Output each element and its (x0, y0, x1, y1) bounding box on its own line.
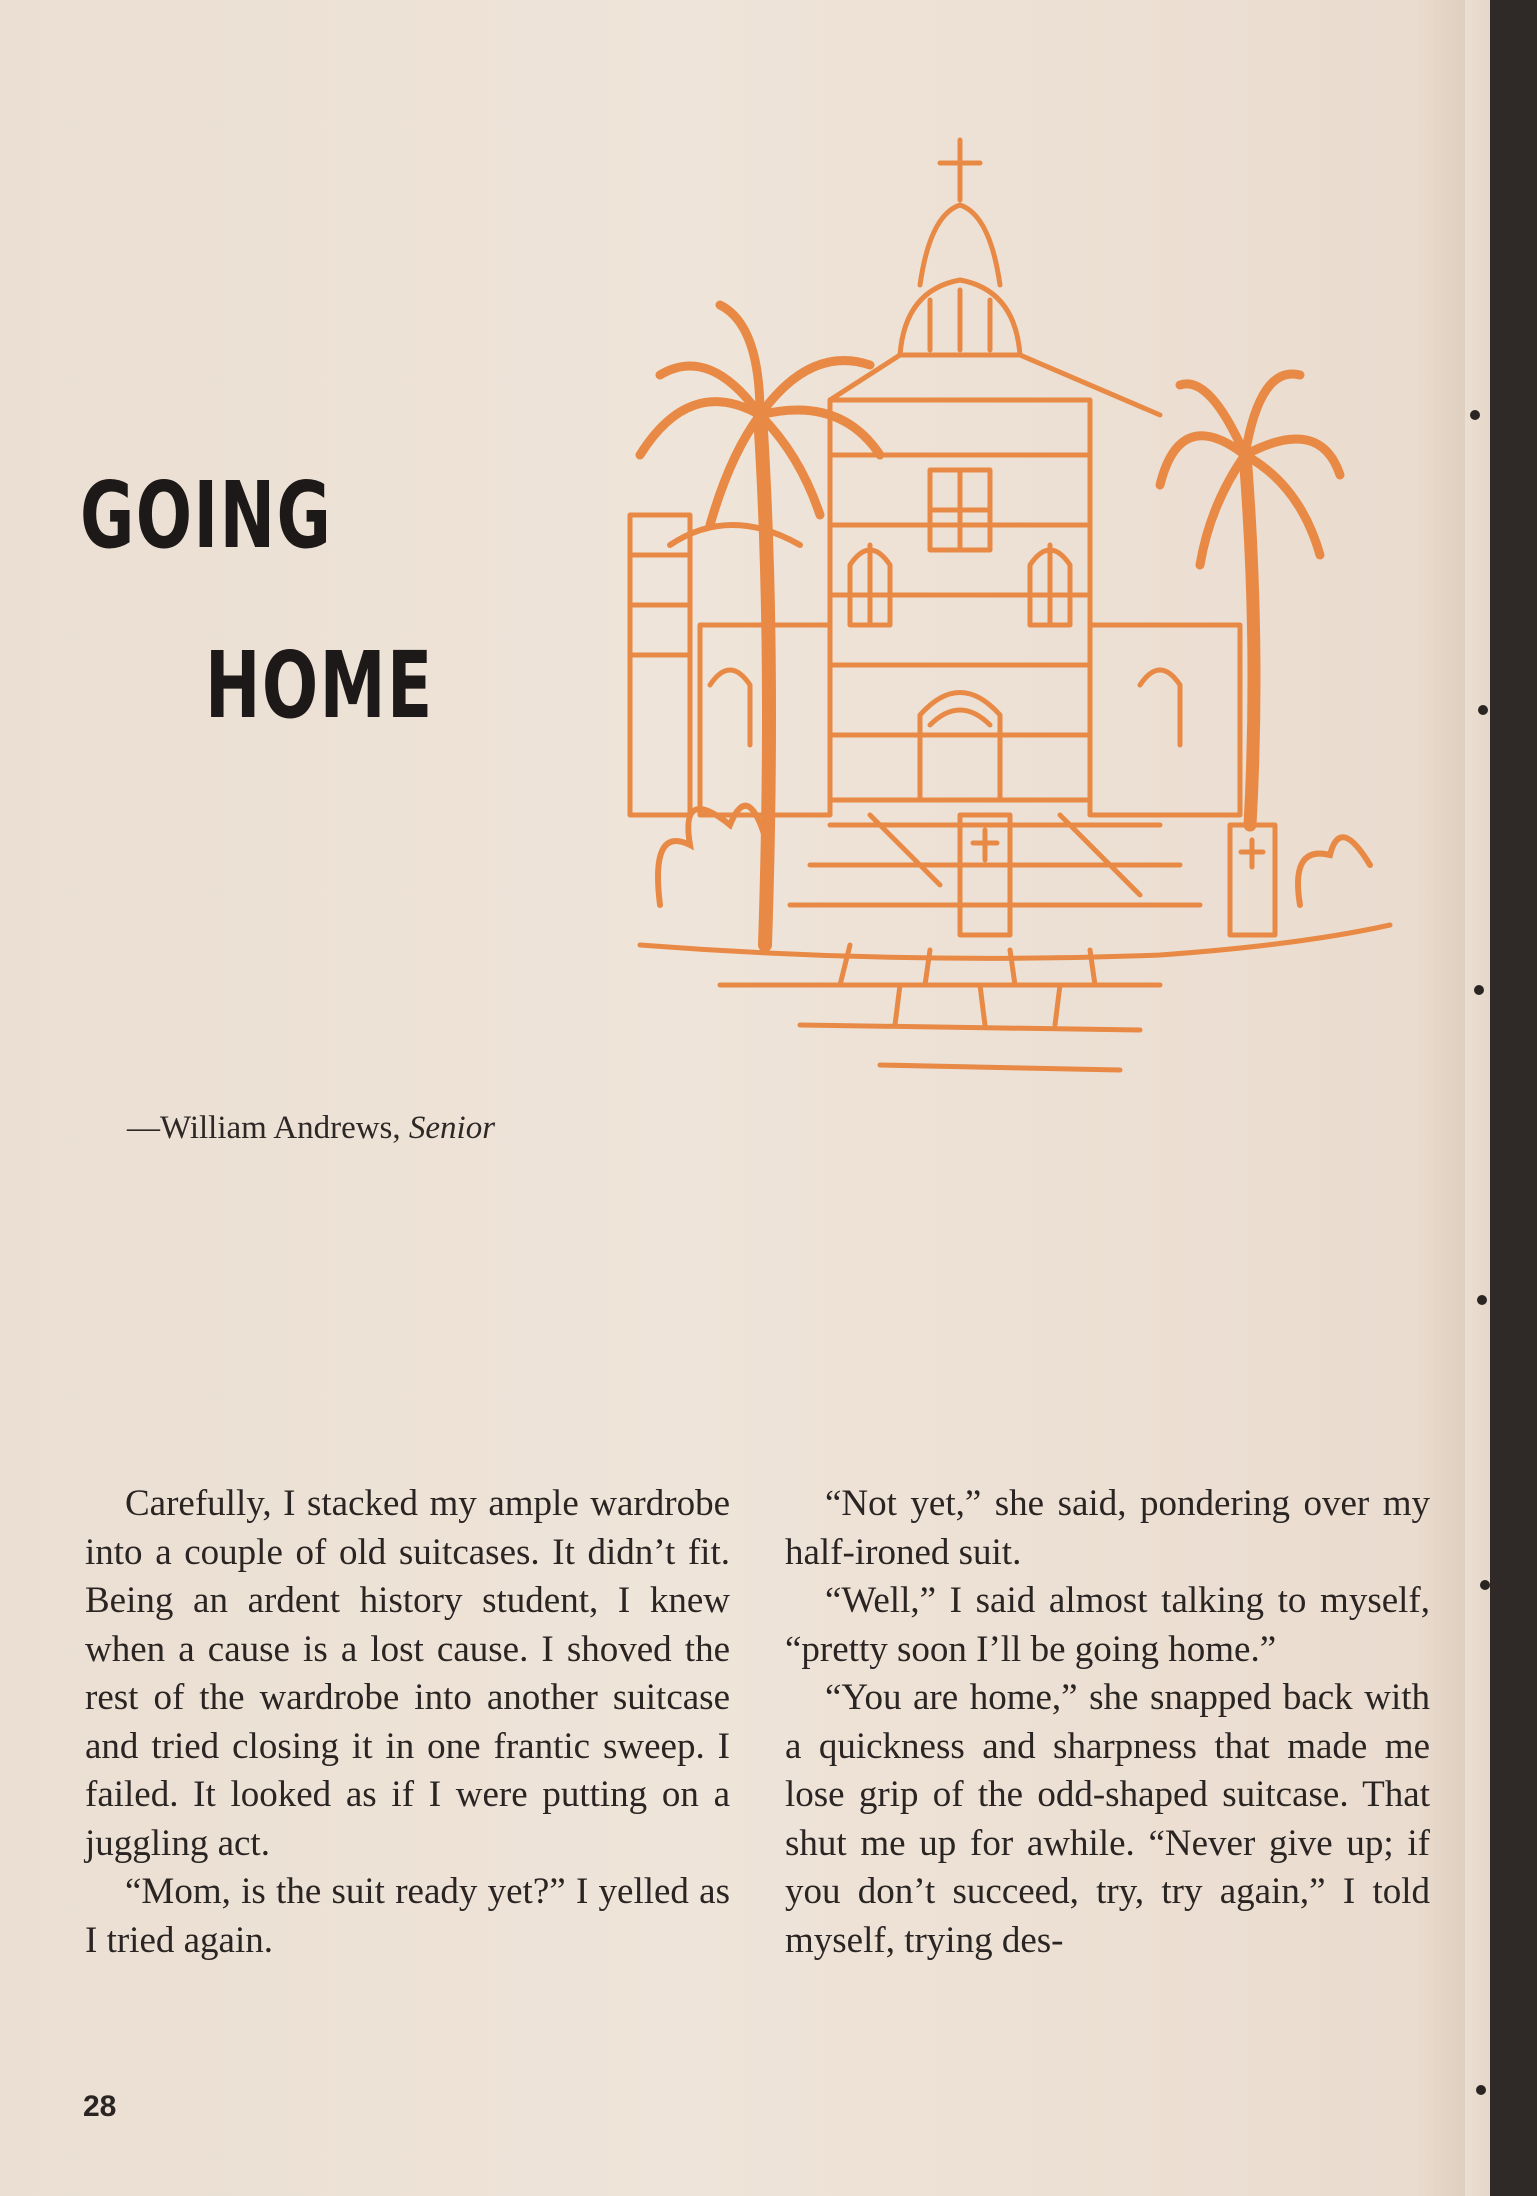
mission-church-illustration (600, 125, 1420, 1125)
punch-hole (1476, 2085, 1486, 2095)
byline-author: —William Andrews, (127, 1110, 401, 1146)
binding-edge (1490, 0, 1537, 2196)
text-column-right (785, 1480, 1430, 1965)
page-number: 28 (83, 2090, 117, 2123)
page-title-line-2: HOME (205, 632, 434, 739)
paragraph: “Not yet,” she said, pondering over my half-ironed suit. (785, 1483, 1430, 1573)
punch-hole (1478, 705, 1488, 715)
byline-role: Senior (408, 1110, 496, 1146)
paragraph: “Mom, is the suit ready yet?” I yelled as I tried again. (85, 1871, 730, 1961)
punch-hole (1474, 985, 1484, 995)
punch-hole (1477, 1295, 1487, 1305)
paragraph: “Well,” I said almost talking to myself, “pretty soon I’ll be going home.” (785, 1580, 1430, 1670)
paragraph: Carefully, I stacked my ample wardrobe into a couple of old suitcases. It didn’t fit. Being an ardent history student, I knew when a cause is a lost cause. I shoved the rest of the wardrobe into another suitcase and tried closing it in one frantic sweep. I failed. It looked as if I were putting on a juggling act. (85, 1483, 730, 1864)
byline (127, 1110, 495, 1147)
text-column-left (85, 1480, 730, 1965)
punch-hole (1470, 410, 1480, 420)
page-title-line-1: GOING (80, 462, 333, 569)
paragraph: “You are home,” she snapped back with a quickness and sharpness that made me lose grip of the odd-shaped suitcase. That shut me up for awhile. “Never give up; if you don’t succeed, try, try again,” I told myself, trying des- (785, 1677, 1430, 1961)
punch-hole (1480, 1580, 1490, 1590)
